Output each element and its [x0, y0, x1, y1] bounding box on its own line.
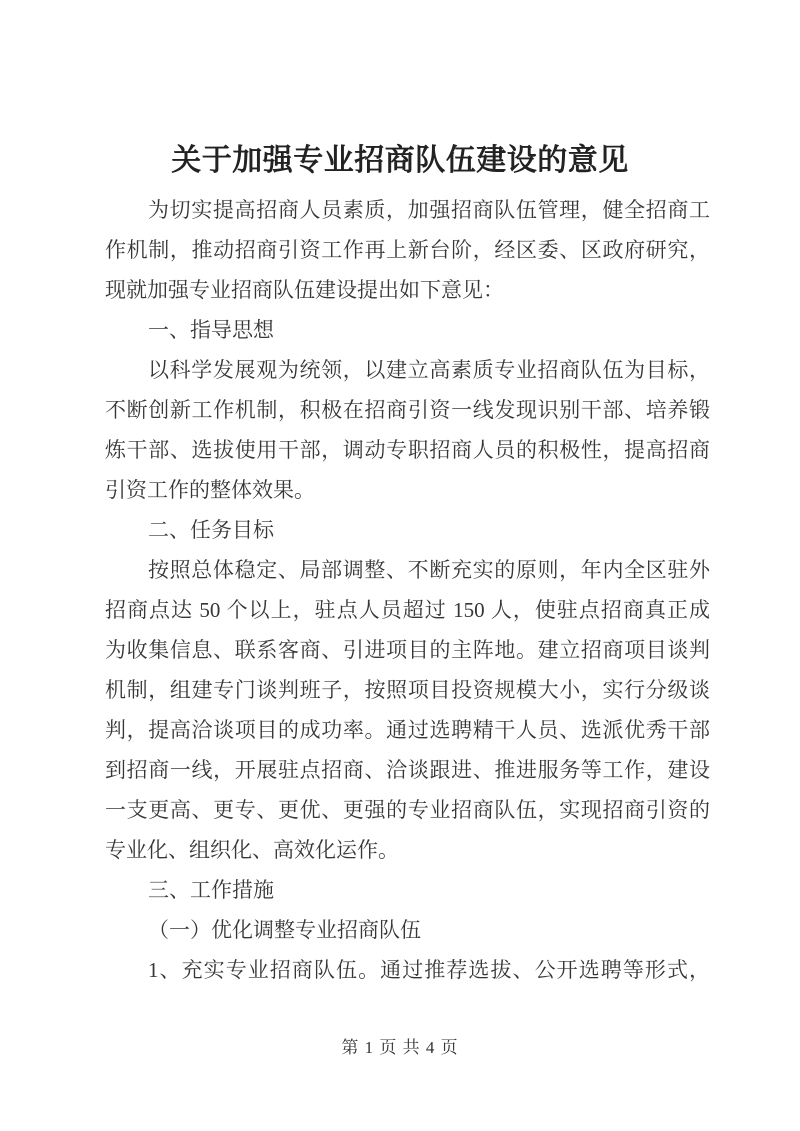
text-line: 引资工作的整体效果。 [105, 478, 315, 502]
text-line: 三、工作措施 [148, 878, 274, 902]
text-line: 以科学发展观为统领，以建立高素质专业招商队伍为目标， [148, 358, 710, 382]
text-line: 专业化、组织化、高效化运作。 [105, 838, 399, 862]
section-1-paragraph [105, 350, 710, 510]
section-2-paragraph [105, 550, 710, 870]
heading-subsection-3-1 [105, 910, 710, 950]
text-line: 招商点达 50 个以上，驻点人员超过 150 人，使驻点招商真正成 [105, 598, 710, 622]
document-body [105, 190, 710, 990]
text-line: （一）优化调整专业招商队伍 [148, 918, 421, 942]
text-line: 机制，组建专门谈判班子，按照项目投资规模大小，实行分级谈 [105, 678, 710, 702]
page-footer: 第 1 页 共 4 页 [341, 1038, 459, 1057]
text-line: 1、充实专业招商队伍。通过推荐选拔、公开选聘等形式， [148, 958, 710, 982]
text-line: 判，提高洽谈项目的成功率。通过选聘精干人员、选派优秀干部 [105, 718, 710, 742]
text-line: 为收集信息、联系客商、引进项目的主阵地。建立招商项目谈判 [105, 638, 710, 662]
text-line: 按照总体稳定、局部调整、不断充实的原则，年内全区驻外 [148, 558, 710, 582]
text-line: 为切实提高招商人员素质，加强招商队伍管理，健全招商工 [148, 198, 710, 222]
heading-section-3 [105, 870, 710, 910]
text-line: 二、任务目标 [148, 518, 274, 542]
text-line: 现就加强专业招商队伍建设提出如下意见： [105, 278, 504, 302]
intro-paragraph [105, 190, 710, 310]
text-line: 一、指导思想 [148, 318, 274, 342]
heading-section-2 [105, 510, 710, 550]
heading-section-1 [105, 310, 710, 350]
text-line: 作机制，推动招商引资工作再上新台阶，经区委、区政府研究， [105, 238, 710, 262]
text-line: 不断创新工作机制，积极在招商引资一线发现识别干部、培养锻 [105, 398, 710, 422]
item-1-paragraph [105, 950, 710, 990]
text-line: 一支更高、更专、更优、更强的专业招商队伍，实现招商引资的 [105, 798, 710, 822]
text-line: 炼干部、选拔使用干部，调动专职招商人员的积极性，提高招商 [105, 438, 710, 462]
text-line: 到招商一线，开展驻点招商、洽谈跟进、推进服务等工作，建设 [105, 758, 710, 782]
document-title: 关于加强专业招商队伍建设的意见 [171, 144, 629, 177]
